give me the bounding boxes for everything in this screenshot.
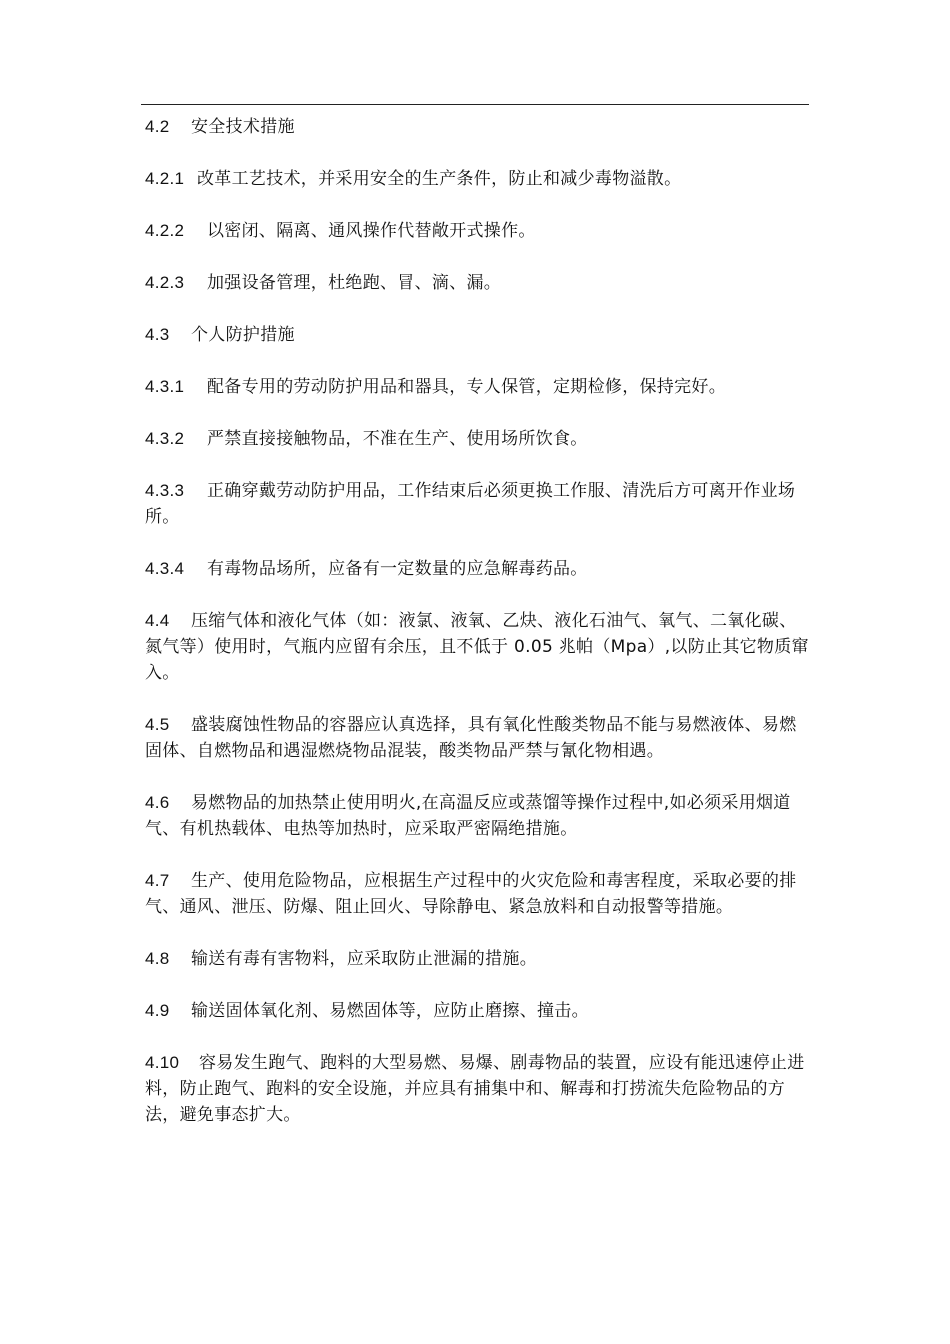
section-4-5 (145, 712, 809, 764)
section-number: 4.5 (145, 715, 170, 734)
clause-4-3-2 (145, 426, 809, 452)
section-text: 输送固体氧化剂、易燃固体等，应防止磨擦、撞击。 (191, 1001, 589, 1021)
section-number: 4.8 (145, 949, 170, 968)
clause-text: 严禁直接接触物品，不准在生产、使用场所饮食。 (207, 429, 588, 449)
clause-4-2-1 (145, 166, 809, 192)
document-body (145, 114, 809, 1154)
clause-number: 4.3.1 (145, 377, 185, 396)
section-text: 容易发生跑气、跑料的大型易燃、易爆、剧毒物品的装置，应设有能迅速停止进料，防止跑气、跑料的安全设施，并应具有捕集中和、解毒和打捞流失危险物品的方法，避免事态扩大。 (145, 1053, 805, 1125)
section-number: 4.2 (145, 117, 170, 136)
section-text: 压缩气体和液化气体（如：液氯、液氧、乙炔、液化石油气、氧气、二氧化碳、氮气等）使用时，气瓶内应留有余压，且不低于 0.05 兆帕（Mpa）,以防止其它物质窜入。 (145, 611, 809, 683)
section-number: 4.3 (145, 325, 170, 344)
section-text: 安全技术措施 (191, 117, 295, 137)
clause-number: 4.3.3 (145, 481, 185, 500)
clause-4-3-4 (145, 556, 809, 582)
section-4-10 (145, 1050, 809, 1128)
clause-number: 4.3.2 (145, 429, 185, 448)
clause-4-2-2 (145, 218, 809, 244)
section-4-4 (145, 608, 809, 686)
clause-text: 以密闭、隔离、通风操作代替敞开式操作。 (207, 221, 536, 241)
clause-text: 有毒物品场所，应备有一定数量的应急解毒药品。 (207, 559, 588, 579)
clause-text: 正确穿戴劳动防护用品，工作结束后必须更换工作服、清洗后方可离开作业场所。 (145, 481, 796, 527)
section-number: 4.6 (145, 793, 170, 812)
clause-text: 改革工艺技术，并采用安全的生产条件，防止和减少毒物溢散。 (197, 169, 682, 189)
section-4-6 (145, 790, 809, 842)
clause-number: 4.2.1 (145, 169, 185, 188)
section-text: 盛装腐蚀性物品的容器应认真选择，具有氧化性酸类物品不能与易燃液体、易燃固体、自燃物品和遇湿燃烧物品混装，酸类物品严禁与氰化物相遇。 (145, 715, 797, 761)
section-4-9 (145, 998, 809, 1024)
clause-4-2-3 (145, 270, 809, 296)
section-4-7 (145, 868, 809, 920)
section-text: 输送有毒有害物料，应采取防止泄漏的措施。 (191, 949, 537, 969)
clause-4-3-3 (145, 478, 809, 530)
clause-4-3-1 (145, 374, 809, 400)
clause-text: 加强设备管理，杜绝跑、冒、滴、漏。 (207, 273, 502, 293)
header-rule (141, 104, 809, 105)
section-heading-4-2 (145, 114, 809, 140)
section-heading-4-3 (145, 322, 809, 348)
section-text: 易燃物品的加热禁止使用明火,在高温反应或蒸馏等操作过程中,如必须采用烟道气、有机热载体、电热等加热时，应采取严密隔绝措施。 (145, 793, 791, 839)
section-number: 4.4 (145, 611, 170, 630)
section-4-8 (145, 946, 809, 972)
clause-number: 4.2.2 (145, 221, 185, 240)
section-text: 生产、使用危险物品，应根据生产过程中的火灾危险和毒害程度，采取必要的排气、通风、泄压、防爆、阻止回火、导除静电、紧急放料和自动报警等措施。 (145, 871, 797, 917)
clause-text: 配备专用的劳动防护用品和器具，专人保管，定期检修，保持完好。 (207, 377, 726, 397)
clause-number: 4.2.3 (145, 273, 185, 292)
section-text: 个人防护措施 (191, 325, 295, 345)
section-number: 4.9 (145, 1001, 170, 1020)
section-number: 4.7 (145, 871, 170, 890)
clause-number: 4.3.4 (145, 559, 185, 578)
section-number: 4.10 (145, 1053, 180, 1072)
